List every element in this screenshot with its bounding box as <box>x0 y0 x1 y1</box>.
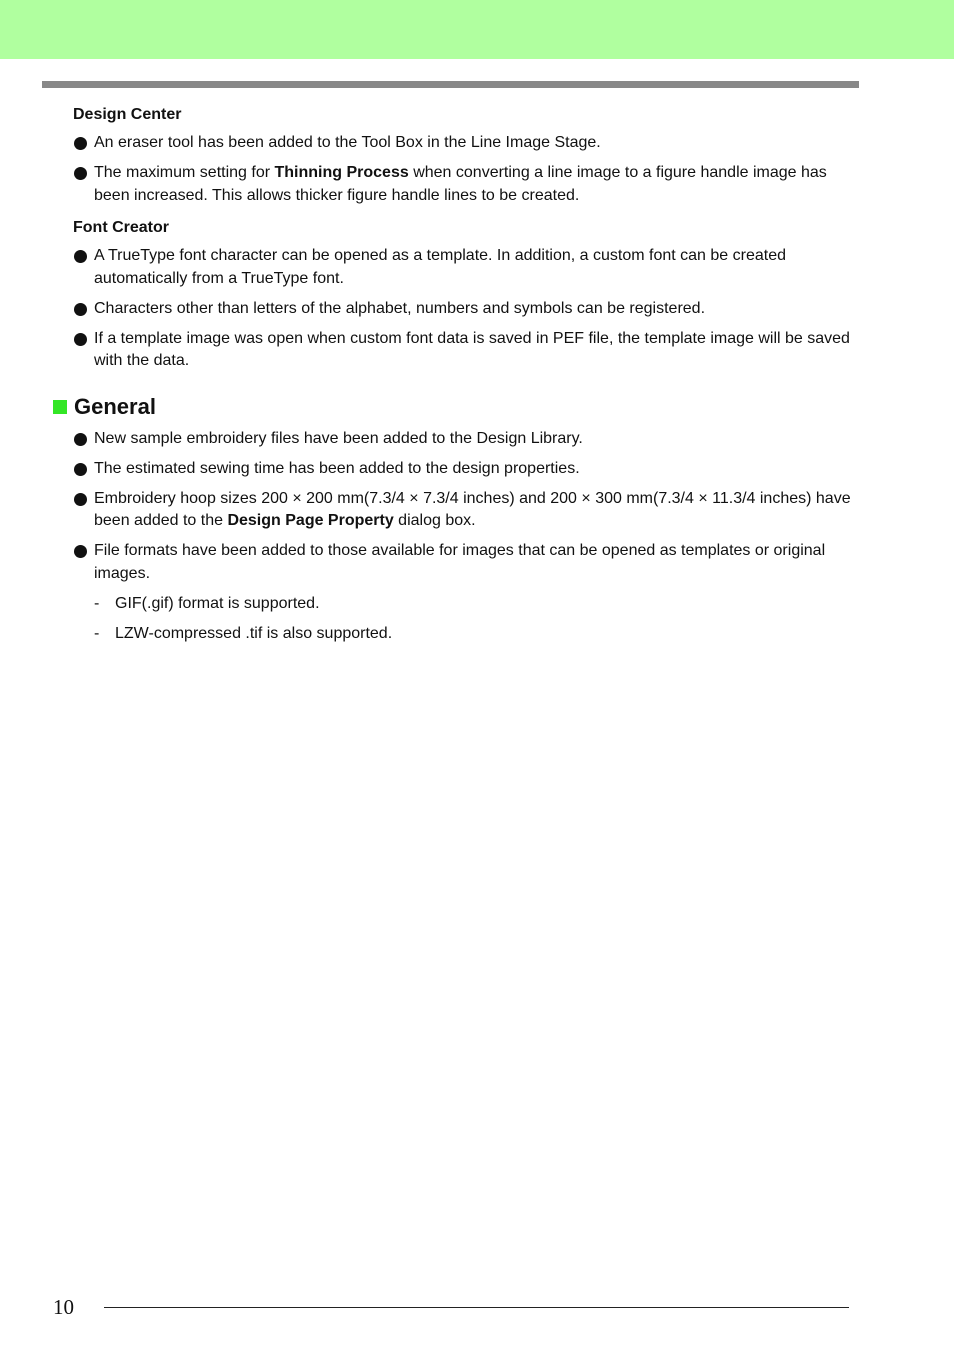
page-number: 10 <box>53 1295 74 1319</box>
item-text: File formats have been added to those available for images that can be opened as templates or original images. <box>94 542 826 582</box>
item-text: Characters other than letters of the alphabet, numbers and symbols can be registered. <box>94 299 706 317</box>
general-section-header <box>52 392 852 422</box>
page-content <box>52 104 852 653</box>
bullet-icon <box>74 167 87 180</box>
bullet-icon <box>74 433 87 446</box>
list-item <box>52 488 852 533</box>
item-text: The maximum setting for <box>94 164 275 181</box>
general-list <box>52 428 852 646</box>
dash-marker: - <box>94 624 100 642</box>
ui-term: Design Page Property <box>227 512 394 529</box>
item-text: The estimated sewing time has been added to the design properties. <box>94 459 580 477</box>
design-center-heading: Design Center <box>73 106 182 123</box>
sub-item-text: GIF(.gif) format is supported. <box>115 594 320 612</box>
bullet-icon <box>74 493 87 506</box>
design-center-list <box>52 132 852 207</box>
bullet-icon <box>74 463 87 476</box>
item-text: An eraser tool has been added to the Tool Box in the Line Image Stage. <box>94 134 601 151</box>
sub-list-item <box>52 593 852 616</box>
header-band <box>0 0 954 59</box>
font-creator-heading: Font Creator <box>73 219 169 236</box>
list-item <box>52 428 852 451</box>
item-text: New sample embroidery files have been added to the Design Library. <box>94 429 583 447</box>
item-text: dialog box. <box>393 512 476 529</box>
bullet-icon <box>74 545 87 558</box>
bullet-icon <box>74 250 87 263</box>
item-text: when converting a line image to a figure handle image has been increased. This allows thicker figure handle lines to be created. <box>94 164 827 204</box>
list-item <box>52 328 852 373</box>
ui-term: Thinning Process <box>274 164 409 181</box>
bullet-icon <box>74 303 87 316</box>
footer-rule <box>104 1307 849 1308</box>
list-item <box>52 132 852 155</box>
bullet-icon <box>74 137 87 150</box>
list-item <box>52 162 852 207</box>
sub-item-text: LZW-compressed .tif is also supported. <box>115 624 393 642</box>
list-item <box>52 245 852 290</box>
general-heading: General <box>74 393 156 419</box>
list-item <box>52 540 852 585</box>
bullet-icon <box>74 333 87 346</box>
font-creator-list <box>52 245 852 373</box>
item-text: A TrueType font character can be opened as a template. In addition, a custom font can be created automatically from a TrueType font. <box>94 247 786 287</box>
list-item <box>52 298 852 321</box>
item-text: Embroidery hoop sizes 200 × 200 mm(7.3/4 × 7.3/4 inches) and 200 × 300 mm(7.3/4 × 11.3/4 inches) have been added to the <box>94 489 851 529</box>
section-square-icon <box>53 400 67 414</box>
sub-list-item <box>52 623 852 646</box>
item-text: If a template image was open when custom font data is saved in PEF file, the template image will be saved with the data. <box>94 329 850 369</box>
header-rule <box>42 81 859 88</box>
dash-marker: - <box>94 594 100 612</box>
list-item <box>52 458 852 481</box>
